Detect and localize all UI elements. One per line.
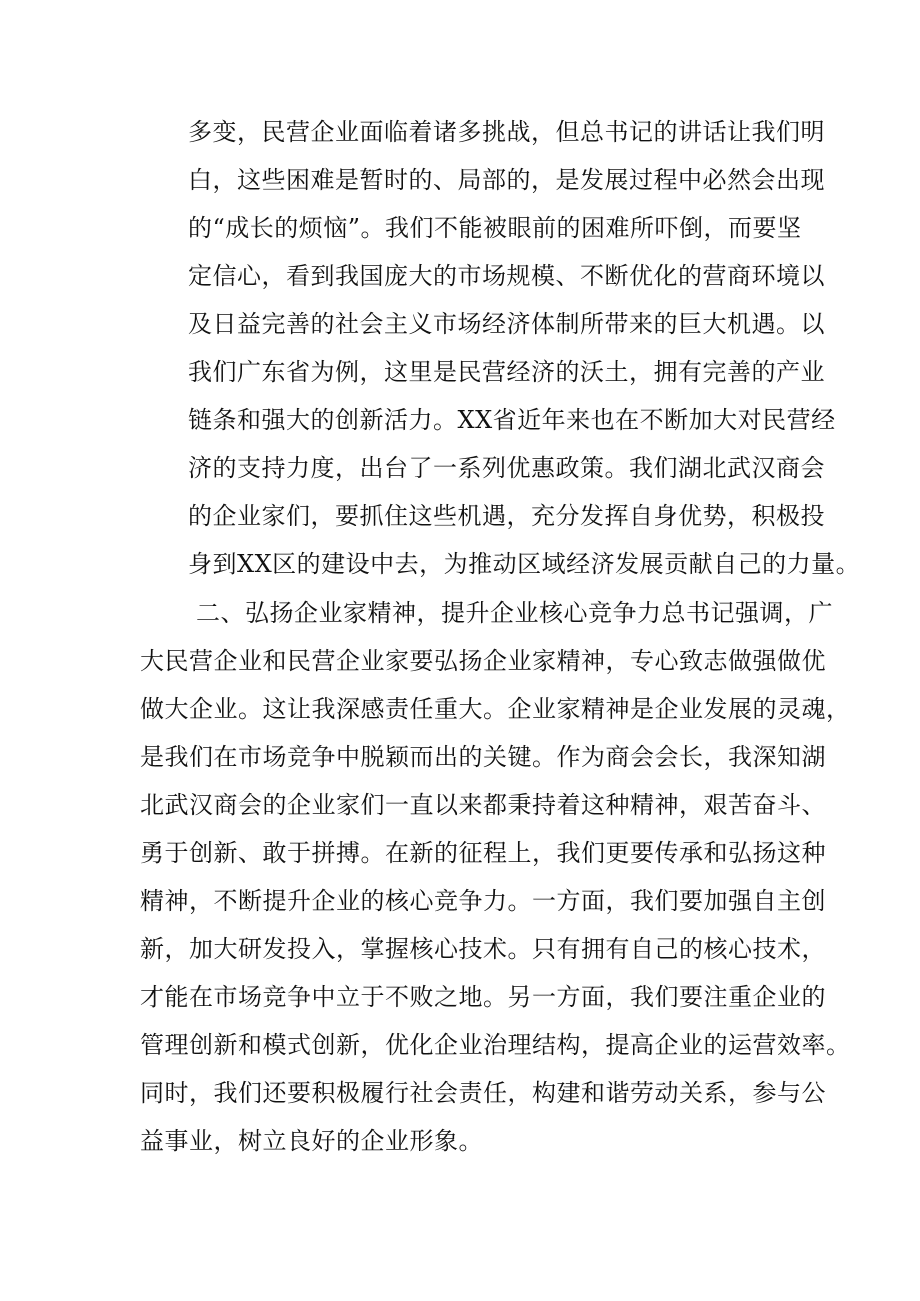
- text-line: 益事业，树立良好的企业形象。: [140, 1127, 483, 1155]
- text-line: 多变，民营企业面临着诸多挑战，但总书记的讲话让我们明: [188, 118, 825, 146]
- text-line: 我们广东省为例，这里是民营经济的沃土，拥有完善的产业: [188, 358, 825, 386]
- text-line: 精神，不断提升企业的核心竞争力。一方面，我们要加强自主创: [140, 887, 826, 915]
- text-line: 才能在市场竞争中立于不败之地。另一方面，我们要注重企业的: [140, 983, 826, 1011]
- text-line: 身到XX区的建设中去，为推动区域经济发展贡献自己的力量。: [188, 550, 861, 578]
- text-line: 济的支持力度，出台了一系列优惠政策。我们湖北武汉商会: [188, 454, 825, 482]
- text-line: 勇于创新、敢于拼搏。在新的征程上，我们更要传承和弘扬这种: [140, 839, 826, 867]
- text-line: 做大企业。这让我深感责任重大。企业家精神是企业发展的灵魂，: [140, 695, 851, 723]
- text-line: 北武汉商会的企业家们一直以来都秉持着这种精神，艰苦奋斗、: [140, 791, 826, 819]
- section-heading-line: 二、弘扬企业家精神，提升企业核心竞争力总书记强调，广: [196, 599, 833, 627]
- text-line: 定信心，看到我国庞大的市场规模、不断优化的营商环境以: [188, 262, 825, 290]
- text-line: 白，这些困难是暂时的、局部的，是发展过程中必然会出现: [188, 166, 825, 194]
- text-line: 的“成长的烦恼”。我们不能被眼前的困难所吓倒，而要坚: [188, 214, 802, 242]
- text-line: 的企业家们，要抓住这些机遇，充分发挥自身优势，积极投: [188, 502, 825, 530]
- text-line: 新，加大研发投入，掌握核心技术。只有拥有自己的核心技术，: [140, 935, 826, 963]
- text-line: 链条和强大的创新活力。XX省近年来也在不断加大对民营经: [188, 406, 836, 434]
- text-line: 是我们在市场竞争中脱颖而出的关键。作为商会会长，我深知湖: [140, 743, 826, 771]
- text-line: 同时，我们还要积极履行社会责任，构建和谐劳动关系，参与公: [140, 1079, 826, 1107]
- text-line: 大民营企业和民营企业家要弘扬企业家精神，专心致志做强做优: [140, 647, 826, 675]
- text-line: 管理创新和模式创新，优化企业治理结构，提高企业的运营效率。: [140, 1031, 851, 1059]
- text-line: 及日益完善的社会主义市场经济体制所带来的巨大机遇。以: [188, 310, 825, 338]
